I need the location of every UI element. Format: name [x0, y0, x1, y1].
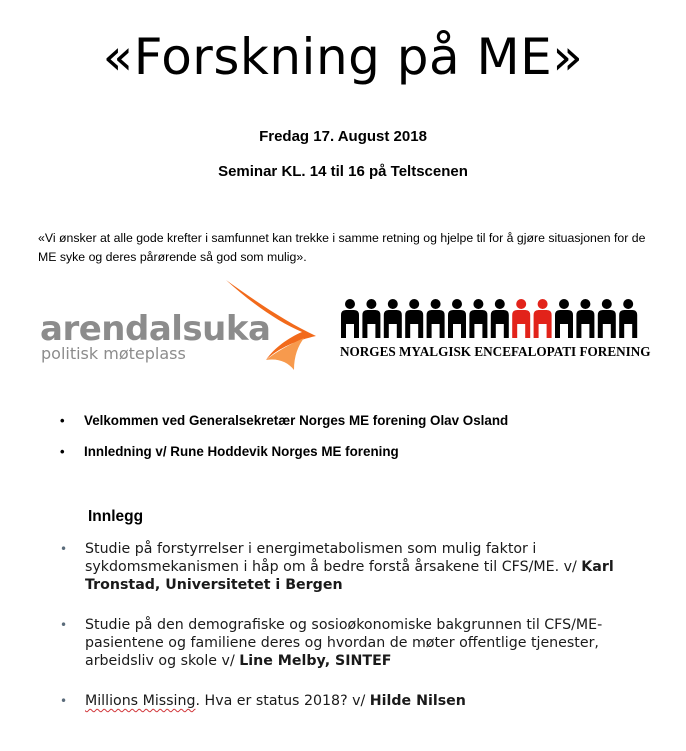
figure-head [623, 299, 633, 309]
talk-speaker: Hilde Nilsen [369, 693, 466, 709]
talk-text: . Hva er status 2018? v/ [195, 693, 370, 709]
me-forening-logo [340, 298, 651, 368]
section-heading: Innlegg [88, 508, 144, 525]
talk-text: Studie på den demografiske og sosioøkonomiske bakgrunnen til CFS/ME-pasientene og familiene deres og hvordan de møter offentlige tjenester, arbeidsliv og skole v/ [85, 617, 603, 669]
figure-head [516, 299, 526, 309]
figure-head [559, 299, 569, 309]
bullet-icon: • [60, 618, 68, 632]
list-item [60, 411, 508, 442]
figure-body [534, 310, 552, 338]
figure-body [362, 310, 380, 338]
figure-body [598, 310, 616, 338]
figure-head [495, 299, 505, 309]
figure-head [580, 299, 590, 309]
intro-list [60, 411, 508, 473]
list-item [60, 616, 670, 692]
figure-head [366, 299, 376, 309]
figure-head [538, 299, 548, 309]
figure-body [469, 310, 487, 338]
talk-text-spellcheck: Millions Missing [85, 693, 196, 709]
figure-body [384, 310, 402, 338]
page-title: «Forskning på ME» [102, 28, 584, 86]
bullet-icon: • [60, 542, 68, 556]
bullet-icon: • [60, 413, 65, 428]
mission-quote: «Vi ønsker at alle gode krefter i samfunnet kan trekke i samme retning og hjelpe til for å gjøre situasjonen for de ME syke og deres pårørende så god som mulig». [38, 231, 646, 264]
list-item [60, 442, 508, 473]
figure-body [555, 310, 573, 338]
figure-head [452, 299, 462, 309]
me-forening-caption: NORGES MYALGISK ENCEFALOPATI FORENING [340, 344, 651, 359]
bullet-icon: • [60, 444, 65, 459]
figure-body [491, 310, 509, 338]
list-item-text: Innledning v/ Rune Hoddevik Norges ME forening [84, 444, 399, 459]
figure-head [602, 299, 612, 309]
list-item [60, 692, 670, 710]
figure-head [409, 299, 419, 309]
figure-body [619, 310, 637, 338]
talk-text: Studie på forstyrrelser i energimetabolismen som mulig faktor i sykdomsmekanismen i håp om å bedre forstå årsakene til CFS/ME. v/ [85, 541, 582, 575]
figure-body [576, 310, 594, 338]
talk-speaker: Karl Tronstad, Universitetet i Bergen [85, 559, 614, 593]
list-item-text: Velkommen ved Generalsekretær Norges ME forening Olav Osland [84, 413, 509, 428]
figure-body [448, 310, 466, 338]
figure-head [388, 299, 398, 309]
arendalsuka-logo [38, 278, 328, 378]
figure-body [427, 310, 445, 338]
bullet-icon: • [60, 694, 68, 708]
figure-head [431, 299, 441, 309]
figure-body [341, 310, 359, 338]
talks-list [60, 540, 670, 710]
figure-body [405, 310, 423, 338]
figure-body [512, 310, 530, 338]
me-figures-icon [340, 298, 640, 342]
arendalsuka-swoosh-icon [218, 278, 328, 373]
figure-head [473, 299, 483, 309]
list-item [60, 540, 670, 616]
talk-speaker: Line Melby, SINTEF [239, 653, 392, 669]
arendalsuka-logo-tagline: politisk møteplass [41, 344, 186, 363]
seminar-info: Seminar KL. 14 til 16 på Teltscenen [218, 163, 468, 180]
arendalsuka-logo-name: arendalsuka [40, 309, 271, 349]
event-date: Fredag 17. August 2018 [259, 128, 427, 145]
figure-head [345, 299, 355, 309]
